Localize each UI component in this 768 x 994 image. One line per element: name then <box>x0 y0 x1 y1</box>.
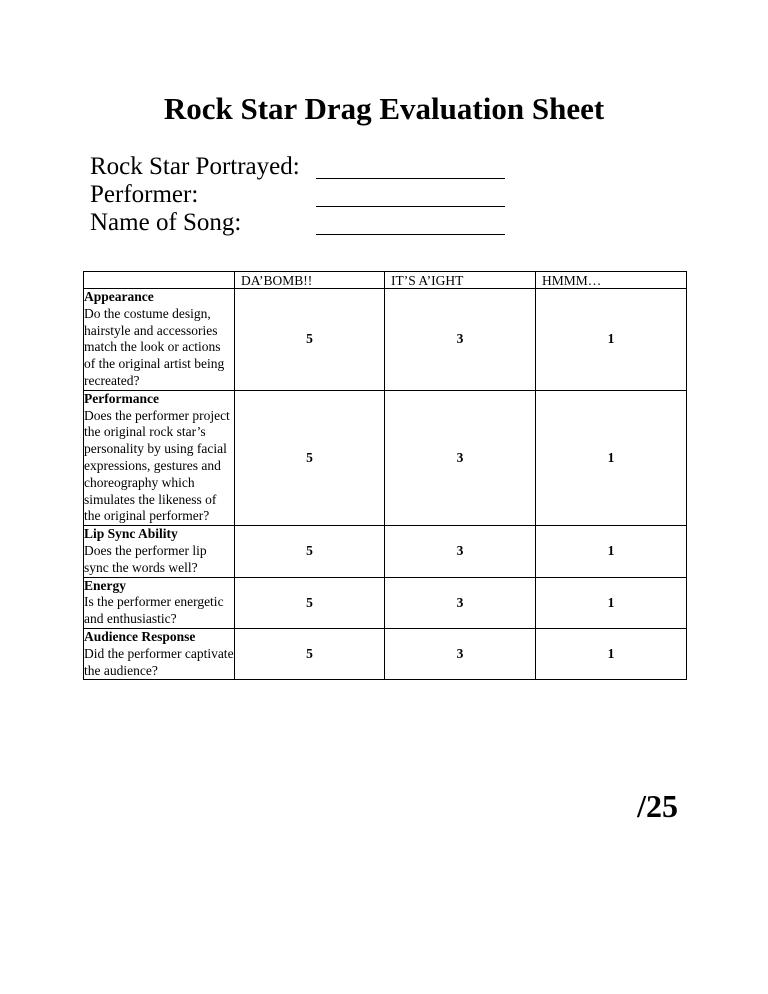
score-cell: 3 <box>385 526 536 577</box>
total-score: /25 <box>637 788 678 824</box>
score-cell: 3 <box>385 577 536 628</box>
table-row <box>84 577 687 628</box>
header-cell: IT’S A’IGHT <box>385 272 536 289</box>
score-cell: 3 <box>385 289 536 391</box>
score-cell: 1 <box>536 390 687 525</box>
score-cell: 5 <box>235 577 385 628</box>
criterion-description: Does the performer project the original rock star’s personality by using facial expressions, gestures and choreography which simulates the likeness of the original performer? <box>84 407 230 524</box>
criterion-name: Appearance <box>84 289 154 304</box>
criterion-name: Energy <box>84 577 126 593</box>
blank-line <box>316 178 505 179</box>
table-row <box>84 390 687 525</box>
header-cell: DA’BOMB!! <box>235 272 385 289</box>
header-cell <box>84 272 235 289</box>
table-row <box>84 289 687 391</box>
header-cell: HMMM… <box>536 272 687 289</box>
score-cell: 5 <box>235 289 385 391</box>
header-row <box>84 272 687 289</box>
blank-line <box>316 206 505 207</box>
criterion-description: Do the costume design, hairstyle and accessories match the look or actions of the original artist being recreated? <box>84 305 225 388</box>
criterion-name: Audience Response <box>84 628 196 644</box>
page-title: Rock Star Drag Evaluation Sheet <box>163 91 605 126</box>
criterion-name: Performance <box>84 390 159 406</box>
table-row <box>84 628 687 679</box>
score-cell: 3 <box>385 390 536 525</box>
criterion-cell <box>84 526 235 577</box>
blank-line <box>316 234 505 235</box>
info-label: Name of Song: <box>90 209 242 236</box>
criterion-description: Does the performer lip sync the words well? <box>84 542 207 575</box>
score-cell: 3 <box>385 628 536 679</box>
score-cell: 1 <box>536 526 687 577</box>
criterion-name: Lip Sync Ability <box>84 526 178 542</box>
criterion-cell <box>84 390 235 525</box>
criterion-description: Did the performer captivate the audience? <box>84 645 234 678</box>
info-label: Rock Star Portrayed: <box>90 153 300 180</box>
criterion-cell <box>84 628 235 679</box>
score-cell: 1 <box>536 577 687 628</box>
criterion-cell <box>84 577 235 628</box>
evaluation-table <box>83 271 687 680</box>
score-cell: 1 <box>536 289 687 391</box>
score-cell: 5 <box>235 526 385 577</box>
criterion-description: Is the performer energetic and enthusiastic? <box>84 594 224 627</box>
table-row <box>84 526 687 577</box>
score-cell: 5 <box>235 390 385 525</box>
criterion-cell <box>84 289 235 391</box>
info-label: Performer: <box>90 181 199 208</box>
score-cell: 5 <box>235 628 385 679</box>
score-cell: 1 <box>536 628 687 679</box>
